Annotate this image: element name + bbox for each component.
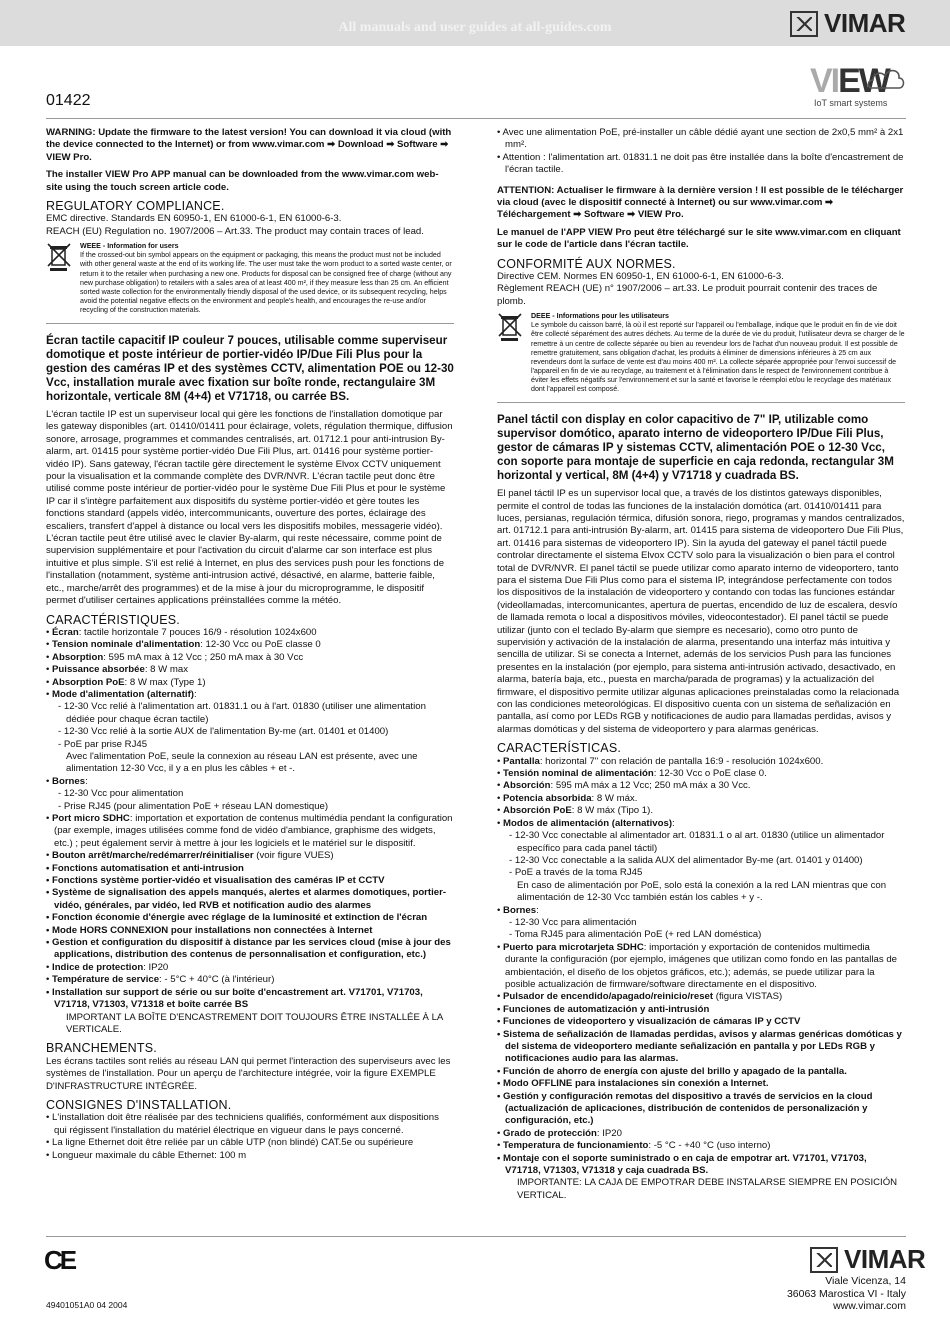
item-value: : -5 °C - +40 °C (uso interno) xyxy=(648,1140,771,1152)
item-key: Port micro SDHC xyxy=(52,813,130,824)
item-key: Puerto para microtarjeta SDHC xyxy=(503,941,644,953)
list-item: - 12-30 Vcc conectable a la salida AUX del alimentador By-me (art. 01401 y 01400) xyxy=(509,854,863,866)
item-value: : horizontal 7" con relación de pantalla 16:9 - resolución 1024x600. xyxy=(539,755,824,767)
list-item: • Longueur maximale du câble Ethernet: 100 m xyxy=(46,1149,247,1161)
item-text: Gestion et configuration du dispositif à distance par les services cloud (mise à jour des applications, distribution des contenus de personnalisation et configuration, etc.) xyxy=(52,937,451,961)
weee-text: If the crossed-out bin symbol appears on the equipment or packaging, this means the product must not be included with other general waste at the end of its working life. The user must take the worn product to a sorted waste center, or return it to the retailer when purchasing a new one. Products for disposal can be consigned free of charge (without any new purchase obligation) to retailers with a sales area of at least 400 m², if they measure less than 25 cm. An efficient sorted waste collection for the environmentally friendly disposal of the used device, or its subsequent recycling, helps avoid the potential negative effects on the environment and people's health, and encourages the re-use and/or recycling of the construction materials. xyxy=(80,251,452,314)
list-item: • Mode HORS CONNEXION pour installations non connectées à Internet xyxy=(46,924,373,936)
list-item: • Gestion et configuration du dispositif à distance par les services cloud (mise à jour des applications, distribution des contenus de personnalisation et configuration, etc.) xyxy=(46,937,451,961)
list-item: - 12-30 Vcc pour alimentation xyxy=(58,788,184,800)
list-item: • Fonctions système portier-vidéo et visualisation des caméras IP et CCTV xyxy=(46,875,385,887)
list-item: • Bornes: xyxy=(497,904,539,916)
right-column xyxy=(497,127,905,1202)
item-value: : tactile horizontale 7 pouces 16/9 - résolution 1024x600 xyxy=(78,626,317,638)
article-code: 01422 xyxy=(46,92,91,109)
fr-installation-title: CONSIGNES D'INSTALLATION. xyxy=(46,1097,232,1112)
list-item: • Sistema de señalización de llamadas perdidas, avisos y alarmas genéricas domóticas y del sistema de videoportero mediante señalización en pantalla y por LEDs RGB y notificaciones audio para las alarmas. xyxy=(497,1028,902,1065)
es-heading: Panel táctil con display en color capacitivo de 7" IP, utilizable como supervisor domótico, aparato interno de videoportero IP/Due Fili Plus, gestor de cámaras IP y sistemas CCTV, alimentación POE o 12-30 Vcc, con soporte para montaje de superficie en caja redonda, rectangular 3M horizontal y vertical, 8M (4+4) y V71718 y cuadrada BS. xyxy=(497,413,894,483)
item-text: Gestión y configuración remotas del dispositivo a través de servicios en la cloud (actualización de aplicaciones, distribución de contenidos de personalización y configuración, etc.) xyxy=(503,1090,873,1127)
vimar-logo-text: VIMAR xyxy=(824,8,906,38)
item-key: Indice de protection xyxy=(52,961,144,973)
installer-manual-note: The installer VIEW Pro APP manual can be downloaded from the www.vimar.com web-site using the touch screen article code. xyxy=(46,169,439,193)
address-website: www.vimar.com xyxy=(833,1300,906,1312)
list-item: • Absorption PoE: 8 W max (Type 1) xyxy=(46,676,206,688)
list-item: • Funciones de videoportero y visualización de cámaras IP y CCTV xyxy=(497,1016,801,1028)
list-item: • Système de signalisation des appels manqués, alertes et alarmes domotiques, portier-vidéo, générales, par vidéo, led RVB et notification audio des alarmes xyxy=(46,887,447,911)
item-key: Température de service xyxy=(52,974,160,986)
regulatory-line-1: EMC directive. Standards EN 60950-1, EN 61000-6-1, EN 61000-6-3. xyxy=(46,213,342,225)
firmware-warning: WARNING: Update the firmware to the latest version! You can download it via cloud (with the device connected to the Internet) or from www.vimar.com ➡ Download ➡ Software ➡ VIEW Pro. xyxy=(46,127,452,163)
item-key: Pulsador de encendido/apagado/reinicio/reset xyxy=(503,991,714,1003)
item-key: Bouton arrêt/marche/redémarrer/réinitialiser xyxy=(52,850,254,862)
view-logo-subtitle: IoT smart systems xyxy=(814,98,888,108)
document-number: 49401051A0 04 2004 xyxy=(46,1300,128,1310)
item-value: : 12-30 Vcc o PoE clase 0. xyxy=(653,768,767,780)
list-item: • Puerto para microtarjeta SDHC: importación y exportación de contenidos multimedia durante la configuración (por ejemplo, imágenes que utilizan como fondo en las pantallas de ambientación, el diseño de los objetos gráficos, etc.); además, se puede utilizar para la posible actualización de firmware/software directamente en el dispositivo. xyxy=(497,941,897,990)
list-item: • Modos de alimentación (alternativos): xyxy=(497,817,675,829)
regulatory-line-2: REACH (EU) Regulation no. 1907/2006 – Art.33. The product may contain traces of lead. xyxy=(46,225,424,237)
item-key: Modos de alimentación (alternativos) xyxy=(503,817,673,829)
list-item: Avec l'alimentation PoE, seule la connexion au réseau LAN est présente, avec une alimentation 12-30 Vcc, il y a en plus les câbles + et -. xyxy=(66,750,418,775)
list-item: • Attention : l'alimentation art. 01831.1 ne doit pas être installée dans la boîte d'encastrement de l'écran tactile. xyxy=(497,151,904,176)
list-item: • Pulsador de encendido/apagado/reinicio/reset (figura VISTAS) xyxy=(497,991,783,1003)
footer-divider xyxy=(46,1236,906,1237)
list-item: - 12-30 Vcc relié à l'alimentation art. 01831.1 ou à l'art. 01830 (utiliser une alimentation dédiée pour chaque écran tactile) xyxy=(58,701,426,725)
list-item: • Température de service: - 5°C + 40°C (à l'intérieur) xyxy=(46,974,275,986)
fr-regulatory-title: CONFORMITÉ AUX NORMES. xyxy=(497,256,676,271)
item-value: (voir figure VUES) xyxy=(253,850,334,862)
list-item: • Absorción: 595 mA máx a 12 Vcc; 250 mA máx a 30 Vcc. xyxy=(497,780,751,792)
item-text: Système de signalisation des appels manqués, alertes et alarmes domotiques, portier-vidéo, générales, par vidéo, led RVB et notification audio des alarmes xyxy=(52,887,447,911)
item-value: : - 5°C + 40°C (à l'intérieur) xyxy=(159,974,275,986)
deee-block xyxy=(497,312,905,394)
item-text: Funciones de videoportero y visualización de cámaras IP y CCTV xyxy=(503,1016,801,1028)
address-street: Viale Vicenza, 14 xyxy=(825,1275,906,1287)
es-body: El panel táctil IP es un supervisor local que, a través de los distintos gateways disponibles, permite el control de todas las funciones de la instalación domótica (art. 01410/01411 para luces, persianas, regulación térmica, difusión sonora, riego, programas y mandos centralizados, art. 01712.1 para anti-intrusión By-alarm, art. 01415 para sistema de videoportero Due Fili Plus, art. 01416 para sistemas de videoportero IP). Sin la ayuda del gateway el panel táctil puede controlar directamente el sistema Elvox CCTV solo para la visualización o bien para el control total de DVR/NVR. El panel táctil se puede utilizar como aparato interno de videoportero, tanto para el sistema Due Fili Plus como para el sistema IP, integrándose perfectamente con todos los dispositivos de la instalación de videoportero y contando con todas las funciones estándar (videollamadas, intercomunicantes, apertura de puertas, encendido de luz de escalera, desvío de llamada remota o local a dispositivos móviles, videocontestador). El panel táctil se puede utilizar (junto con el teclado By-alarm que siempre es necesario), como otro punto de supervisión y activación de la instalación de alarma, presentando una interfaz más intuitiva y sencilla de utilizar. Si se conecta a Internet, además de los servicios Push para las funciones presentes en la instalación (por ejemplo, para sistema anti-intrusión activado, desactivado, en alarma, batería baja, etc., puesta en marcha/parada de programas) y la actualización del firmware, el dispositivo permite utilizar algunas aplicaciones preinstaladas como la relacionada con las condiciones meteorológicas. El dispositivo cuenta con un sistema de señalización en pantalla, así como por LEDs RGB y notificaciones de audio para llamadas perdidas, avisos y alarmas domóticas y del sistema de videoportero y para alarmas genéricas. xyxy=(497,488,905,735)
es-characteristics-list xyxy=(497,756,905,1203)
list-item: • Montaje con el soporte suministrado o en caja de empotrar art. V71701, V71703, V71718, V71303, V71318 y caja cuadrada BS. xyxy=(497,1152,867,1177)
view-logo-text-part: VI xyxy=(810,62,839,100)
list-item: - 12-30 Vcc relié à la sortie AUX de l'alimentation By-me (art. 01401 et 01400) xyxy=(58,726,389,738)
list-item: • Bouton arrêt/marche/redémarrer/réinitialiser (voir figure VUES) xyxy=(46,850,334,862)
list-item: IMPORTANT LA BOÎTE D'ENCASTREMENT DOIT TOUJOURS ÊTRE INSTALLÉE À LA VERTICALE. xyxy=(66,1011,443,1035)
item-text: Funciones de automatización y anti-intrusión xyxy=(503,1003,710,1015)
crossed-bin-icon xyxy=(46,242,72,272)
fr-connections-title: BRANCHEMENTS. xyxy=(46,1041,157,1056)
list-item: • Potencia absorbida: 8 W máx. xyxy=(497,792,638,804)
item-value: : importation et exportation de contenus multimédia pendant la configuration (par exemple, images utilisées comme fond de vidéo d'ambiance, graphisme des widgets, etc.) ; peut également servir à mettre à jour les logiciels et le matériel sur le dispositif. xyxy=(54,813,453,849)
weee-block xyxy=(46,242,454,315)
ce-mark: CE xyxy=(44,1245,75,1275)
item-key: Absorción PoE xyxy=(503,805,572,817)
fr-firmware-warning: ATTENTION: Actualiser le firmware à la dernière version ! Il est possible de le télécharger via cloud (avec le dispositif connecté à Internet) ou sur www.vimar.com ➡ Téléchargement ➡ Software ➡ VIEW Pro. xyxy=(497,184,904,221)
list-item: • Absorption: 595 mA max à 12 Vcc ; 250 mA max à 30 Vcc xyxy=(46,651,304,663)
vimar-logo-mark-icon xyxy=(810,1247,838,1273)
item-key: Bornes xyxy=(52,775,86,787)
section-divider xyxy=(497,402,905,403)
fr-installation-list xyxy=(46,1112,454,1162)
deee-text-block xyxy=(531,312,905,394)
list-item: • L'installation doit être réalisée par des techniciens qualifiés, conformément aux dispositions qui régissent l'installation du matériel électrique en vigueur dans le pays concerné. xyxy=(46,1112,439,1136)
view-logo-text: VIEW xyxy=(810,62,889,100)
cloud-icon xyxy=(866,64,906,92)
item-text: Montaje con el soporte suministrado o en caja de empotrar art. V71701, V71703, V71718, V71303, V71318 y caja cuadrada BS. xyxy=(503,1152,867,1177)
item-value: : 595 mA máx a 12 Vcc; 250 mA máx a 30 Vcc. xyxy=(550,780,751,792)
item-value: : 12-30 Vcc ou PoE classe 0 xyxy=(200,639,321,651)
item-text: Sistema de señalización de llamadas perdidas, avisos y alarmas genéricas domóticas y del sistema de videoportero mediante señalización en pantalla y por LEDs RGB y notificaciones audio para las alarmas. xyxy=(503,1028,902,1065)
list-item: - Prise RJ45 (pour alimentation PoE + réseau LAN domestique) xyxy=(58,800,329,812)
list-item: - Toma RJ45 para alimentación PoE (+ red LAN doméstica) xyxy=(509,929,762,941)
list-item: - 12-30 Vcc conectable al alimentador art. 01831.1 o al art. 01830 (utilice un alimentador específico para cada panel táctil) xyxy=(509,830,885,854)
list-item: - PoE a través de la toma RJ45 xyxy=(509,867,643,879)
fr-body: L'écran tactile IP est un superviseur local qui gère les fonctions de l'installation domotique par les gateway disponibles (art. 01410/01411 pour éclairage, volets, régulation thermique, diffusion sonore, arrosage, programmes et commandes centralisés, art. 01712.1 pour anti-intrusion By-alarm, art. 01415 pour système portier-vidéo Due Fili Plus, art. 01416 pour système portier-vidéo IP). Sans gateway, l'écran tactile gère directement le système Elvox CCTV uniquement pour la visualisation et la commande complète des DVR/NVR. L'écran tactile peut donc être utilisé comme poste intérieur de portier-vidéo pour le système Due Fili Plus et pour le système IP car il s'intègre parfaitement aux dispositifs du système portier-vidéo et gère toutes les fonctions standard (appels vidéo, intercommunicants, ouverture des portes, éclairage des escaliers, transfert d'appel à distance ou local vers les dispositifs mobiles, messagerie vidéo). L'écran tactile peut être utilisé avec le clavier By-alarm, qui reste nécessaire, comme point de supervision supplémentaire et pour l'activation du circuit d'alarme car son interface est plus intuitive et plus simple. S'il est relié à Internet, en plus des services push pour les fonctions de l'installation (notamment, système anti-intrusion activé, désactivé, en alarme, batterie faible, etc., marche/arrêt des programmes) et de la mise à jour du microprogramme, le dispositif permet d'utiliser certaines applications préinstallées comme la météo. xyxy=(46,409,453,607)
item-text: Installation sur support de série ou sur boîte d'encastrement art. V71701, V71703, V71718, V71303, V71318 et boîte carrée BS xyxy=(52,986,423,1011)
list-item: • Pantalla: horizontal 7" con relación de pantalla 16:9 - resolución 1024x600. xyxy=(497,755,824,767)
item-value: : importación y exportación de contenidos multimedia durante la configuración (por ejemplo, imágenes que utilizan como fondo en las pantallas de ambientación, el diseño de los objetos gráficos, etc.); además, se puede utilizar para la posible actualización de firmware/software directamente en el dispositivo. xyxy=(505,941,897,990)
watermark: All manuals and user guides at all-guides.com xyxy=(338,20,612,35)
item-value: : 8 W máx. xyxy=(591,792,638,804)
vimar-logo-mark-icon xyxy=(790,11,818,37)
item-key: Bornes xyxy=(503,904,537,916)
fr-regulatory-line-1: Directive CEM. Normes EN 60950-1, EN 61000-6-1, EN 61000-6-3. xyxy=(497,271,784,283)
item-text: Fonctions automatisation et anti-intrusion xyxy=(52,862,244,874)
fr-manual-note: Le manuel de l'APP VIEW Pro peut être téléchargé sur le site www.vimar.com en cliquant sur le code de l'article dans l'écran tactile. xyxy=(497,226,901,251)
item-key: Mode d'alimentation (alternatif) xyxy=(52,688,194,700)
list-item: • Absorción PoE: 8 W máx (Tipo 1). xyxy=(497,805,654,817)
list-item: IMPORTANTE: LA CAJA DE EMPOTRAR DEBE INSTALARSE SIEMPRE EN POSICIÓN VERTICAL. xyxy=(517,1177,898,1201)
list-item: • Tension nominale d'alimentation: 12-30 Vcc ou PoE classe 0 xyxy=(46,639,321,651)
vimar-logo xyxy=(790,8,905,39)
section-divider xyxy=(46,323,454,324)
item-key: Grado de protección xyxy=(503,1127,597,1139)
item-value: : xyxy=(85,775,88,787)
fr-characteristics-title: CARACTÉRISTIQUES. xyxy=(46,612,180,627)
header-divider xyxy=(46,118,906,119)
item-key: Absorción xyxy=(503,780,551,792)
list-item: - 12-30 Vcc para alimentación xyxy=(509,916,637,928)
item-text: Fonction économie d'énergie avec réglage de la luminosité et extinction de l'écran xyxy=(52,912,428,924)
list-item: - PoE par prise RJ45 xyxy=(58,738,148,750)
fr-characteristics-list xyxy=(46,627,454,1036)
item-key: Tensión nominal de alimentación xyxy=(503,768,654,780)
item-value: : IP20 xyxy=(596,1127,622,1139)
fr-connections-body: Les écrans tactiles sont reliés au réseau LAN qui permet l'interaction des superviseurs avec les systèmes de l'installation. Pour un aperçu de l'architecture intégrée, voir la figure EXEMPLE D'INFRASTRUCTURE INTÉGRÉE. xyxy=(46,1055,451,1092)
item-text: Función de ahorro de energía con ajuste del brillo y apagado de la pantalla. xyxy=(503,1065,847,1077)
address-block xyxy=(787,1275,906,1313)
item-key: Temperatura de funcionamiento xyxy=(503,1140,649,1152)
item-key: Puissance absorbée xyxy=(52,664,145,676)
item-value: : 8 W max (Type 1) xyxy=(124,676,206,688)
list-item: • Temperatura de funcionamiento: -5 °C - +40 °C (uso interno) xyxy=(497,1140,771,1152)
list-item: • Gestión y configuración remotas del dispositivo a través de servicios en la cloud (actualización de aplicaciones, distribución de contenidos de personalización y configuración, etc.) xyxy=(497,1090,873,1127)
item-key: Absorption PoE xyxy=(52,676,125,688)
item-key: Tension nominale d'alimentation xyxy=(52,639,201,651)
list-item: • Fonction économie d'énergie avec réglage de la luminosité et extinction de l'écran xyxy=(46,912,428,924)
left-column xyxy=(46,127,454,1162)
list-item: • Grado de protección: IP20 xyxy=(497,1127,622,1139)
item-value: : xyxy=(193,688,197,700)
list-item: • La ligne Ethernet doit être reliée par un câble UTP (non blindé) CAT.5e ou supérieure xyxy=(46,1137,414,1149)
list-item: • Bornes: xyxy=(46,775,88,787)
list-item: • Installation sur support de série ou sur boîte d'encastrement art. V71701, V71703, V71718, V71303, V71318 et boîte carrée BS xyxy=(46,986,423,1011)
list-item: • Mode d'alimentation (alternatif): xyxy=(46,688,197,700)
item-text: Modo OFFLINE para instalaciones sin conexión a Internet. xyxy=(503,1078,769,1090)
item-value: : IP20 xyxy=(143,961,169,973)
list-item: En caso de alimentación por PoE, solo está la conexión a la red LAN mientras que con alimentación de 12-30 Vcc también están los cables + y -. xyxy=(517,879,887,904)
item-key: Potencia absorbida xyxy=(503,792,592,804)
fr-installation-list-continued xyxy=(497,127,905,177)
item-key: Écran xyxy=(52,626,79,638)
address-city: 36063 Marostica VI - Italy xyxy=(786,1287,906,1300)
item-text: Fonctions système portier-vidéo et visualisation des caméras IP et CCTV xyxy=(52,875,385,887)
regulatory-title: REGULATORY COMPLIANCE. xyxy=(46,199,225,214)
list-item: • Port micro SDHC: importation et exportation de contenus multimédia pendant la configuration (par exemple, images utilisées comme fond de vidéo d'ambiance, graphisme des widgets, etc.) ; peut également servir à mettre à jour les logiciels et le matériel sur le dispositif. xyxy=(46,813,453,849)
item-value: : 8 W max xyxy=(144,664,189,676)
item-value: : 595 mA max à 12 Vcc ; 250 mA max à 30 Vcc xyxy=(103,651,304,663)
item-value: : xyxy=(536,904,539,916)
list-item: • Tensión nominal de alimentación: 12-30 Vcc o PoE clase 0. xyxy=(497,768,767,780)
crossed-bin-icon xyxy=(497,312,523,342)
item-key: Pantalla xyxy=(503,755,540,767)
weee-title: WEEE - Information for users xyxy=(80,242,179,251)
deee-text: Le symbole du caisson barré, là où il est reporté sur l'appareil ou l'emballage, indique que le produit en fin de vie doit être collecté séparément des autres déchets. Au terme de la durée de vie du produit, l'utilisateur devra se charger de le remettre à un centre de collecte séparée ou bien au revendeur lors de l'achat d'un nouveau produit. Il est possible de remettre gratuitement, sans obligation d'achat, les produits à éliminer de dimensions inférieures à 25 cm aux revendeurs dont la surface de vente est d'au moins 400 m². La collecte séparée appropriée pour l'envoi successif de l'appareil en fin de vie au recyclage, au traitement et à l'élimination dans le respect de l'environnement contribue à éviter les effets négatifs sur l'environnement et sur la santé et favorise le réemploi et/ou le recyclage des matériaux dont l'appareil est composé. xyxy=(531,321,905,394)
footer-vimar-logo xyxy=(810,1244,925,1275)
weee-text-block xyxy=(80,242,454,315)
list-item: • Función de ahorro de energía con ajuste del brillo y apagado de la pantalla. xyxy=(497,1065,847,1077)
view-logo xyxy=(810,62,910,112)
list-item: • Funciones de automatización y anti-intrusión xyxy=(497,1003,710,1015)
list-item: • Puissance absorbée: 8 W max xyxy=(46,664,189,676)
list-item: • Avec une alimentation PoE, pré-installer un câble dédié ayant une section de 2x0,5 mm² à 2x1 mm². xyxy=(497,127,904,151)
fr-regulatory-line-2: Règlement REACH (UE) n° 1907/2006 – art.33. Le produit pourrait contenir des traces de plomb. xyxy=(497,283,878,307)
list-item: • Fonctions automatisation et anti-intrusion xyxy=(46,862,244,874)
deee-title: DEEE - Informations pour les utilisateurs xyxy=(531,312,669,321)
es-characteristics-title: CARACTERÍSTICAS. xyxy=(497,741,622,756)
fr-heading: Écran tactile capacitif IP couleur 7 pouces, utilisable comme superviseur domotique et poste intérieur de portier-vidéo IP/Due Fili Plus pour la gestion des caméras IP et des systèmes CCTV, alimentation POE ou 12-30 Vcc, installation murale avec fixation sur boîte ronde, rectangulaire 3M horizontale, verticale 8M (4+4) et V71718, ou carrée BS. xyxy=(46,334,454,403)
list-item: • Modo OFFLINE para instalaciones sin conexión a Internet. xyxy=(497,1078,769,1090)
vimar-logo-text: VIMAR xyxy=(844,1244,926,1274)
item-value: (figura VISTAS) xyxy=(713,991,783,1003)
item-value: : 8 W máx (Tipo 1). xyxy=(571,805,654,817)
item-key: Absorption xyxy=(52,651,104,663)
item-text: Mode HORS CONNEXION pour installations non connectées à Internet xyxy=(52,924,373,936)
item-value: : xyxy=(672,817,675,829)
list-item: • Écran: tactile horizontale 7 pouces 16/9 - résolution 1024x600 xyxy=(46,626,317,638)
list-item: • Indice de protection: IP20 xyxy=(46,961,169,973)
